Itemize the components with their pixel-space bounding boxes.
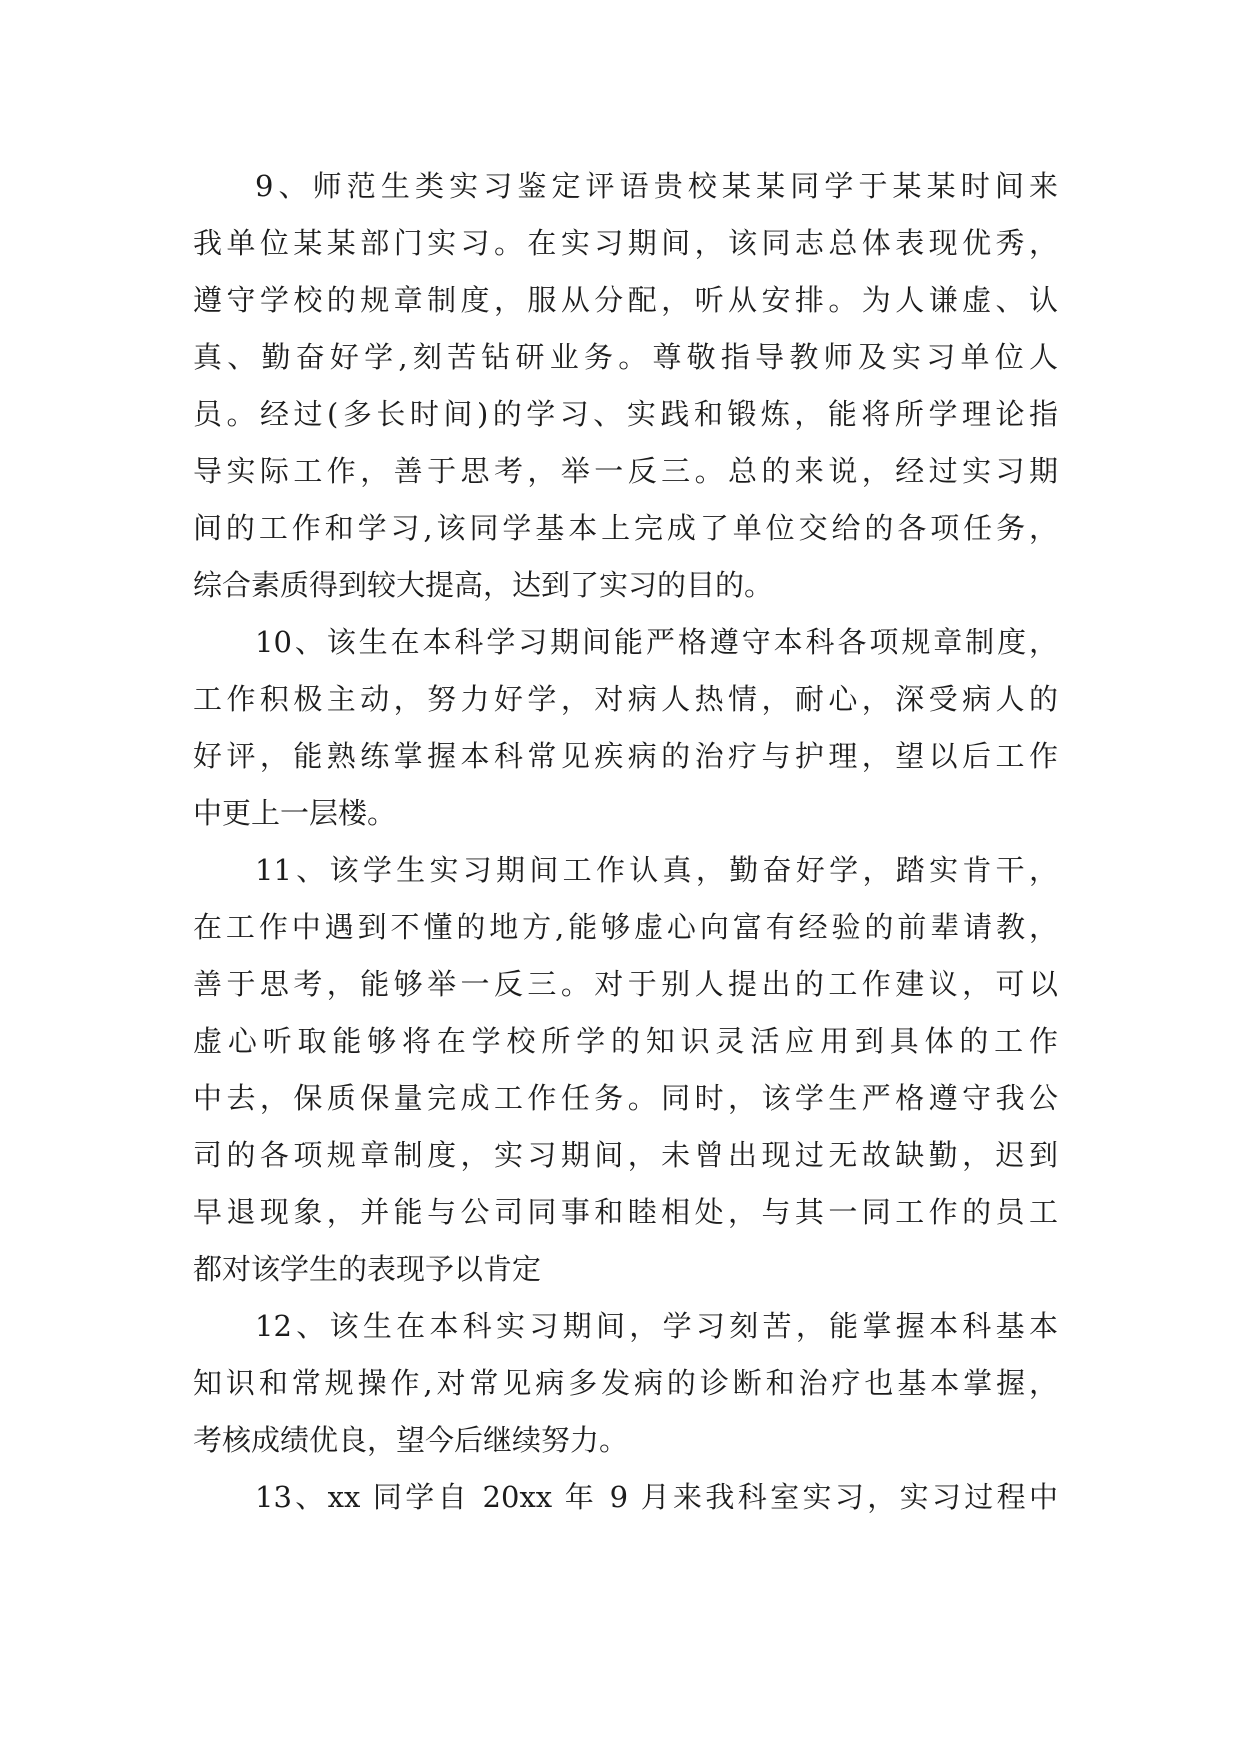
text-line: 10、该生在本科学习期间能严格遵守本科各项规章制度， [255, 625, 1058, 659]
text-line: 间的工作和学习,该同学基本上完成了单位交给的各项任务， [193, 511, 1058, 545]
text-line: 虚心听取能够将在学校所学的知识灵活应用到具体的工作 [193, 1024, 1058, 1058]
text-line: 都对该学生的表现予以肯定 [193, 1252, 542, 1286]
text-line: 好评，能熟练掌握本科常见疾病的治疗与护理，望以后工作 [193, 739, 1058, 773]
paragraph-10 [193, 614, 1058, 842]
text-line: 知识和常规操作,对常见病多发病的诊断和治疗也基本掌握， [193, 1366, 1058, 1400]
paragraph-11 [193, 842, 1058, 1298]
paragraph-12 [193, 1298, 1058, 1469]
text-line: 综合素质得到较大提高，达到了实习的目的。 [193, 568, 774, 602]
text-line: 我单位某某部门实习。在实习期间，该同志总体表现优秀， [193, 226, 1058, 260]
text-line: 早退现象，并能与公司同事和睦相处，与其一同工作的员工 [193, 1195, 1058, 1229]
text-line: 工作积极主动，努力好学，对病人热情，耐心，深受病人的 [193, 682, 1058, 716]
text-line: 司的各项规章制度，实习期间，未曾出现过无故缺勤，迟到 [193, 1138, 1058, 1172]
text-line: 善于思考，能够举一反三。对于别人提出的工作建议，可以 [193, 967, 1058, 1001]
text-line: 在工作中遇到不懂的地方,能够虚心向富有经验的前辈请教， [193, 910, 1058, 944]
text-line: 考核成绩优良，望今后继续努力。 [193, 1423, 629, 1457]
text-line: 中去，保质保量完成工作任务。同时，该学生严格遵守我公 [193, 1081, 1058, 1115]
text-line: 导实际工作，善于思考，举一反三。总的来说，经过实习期 [193, 454, 1058, 488]
text-line: 真、勤奋好学,刻苦钻研业务。尊敬指导教师及实习单位人 [193, 340, 1058, 374]
text-line: 13、xx 同学自 20xx 年 9 月来我科室实习，实习过程中 [255, 1480, 1058, 1514]
text-line: 中更上一层楼。 [193, 796, 397, 830]
paragraph-9 [193, 158, 1058, 614]
text-line: 9、师范生类实习鉴定评语贵校某某同学于某某时间来 [255, 169, 1058, 203]
text-line: 12、该生在本科实习期间，学习刻苦，能掌握本科基本 [255, 1309, 1058, 1343]
paragraph-13 [193, 1469, 1058, 1526]
document-body [193, 158, 1058, 1526]
text-line: 遵守学校的规章制度，服从分配，听从安排。为人谦虚、认 [193, 283, 1058, 317]
text-line: 11、该学生实习期间工作认真，勤奋好学，踏实肯干， [255, 853, 1058, 887]
text-line: 员。经过(多长时间)的学习、实践和锻炼，能将所学理论指 [193, 397, 1058, 431]
